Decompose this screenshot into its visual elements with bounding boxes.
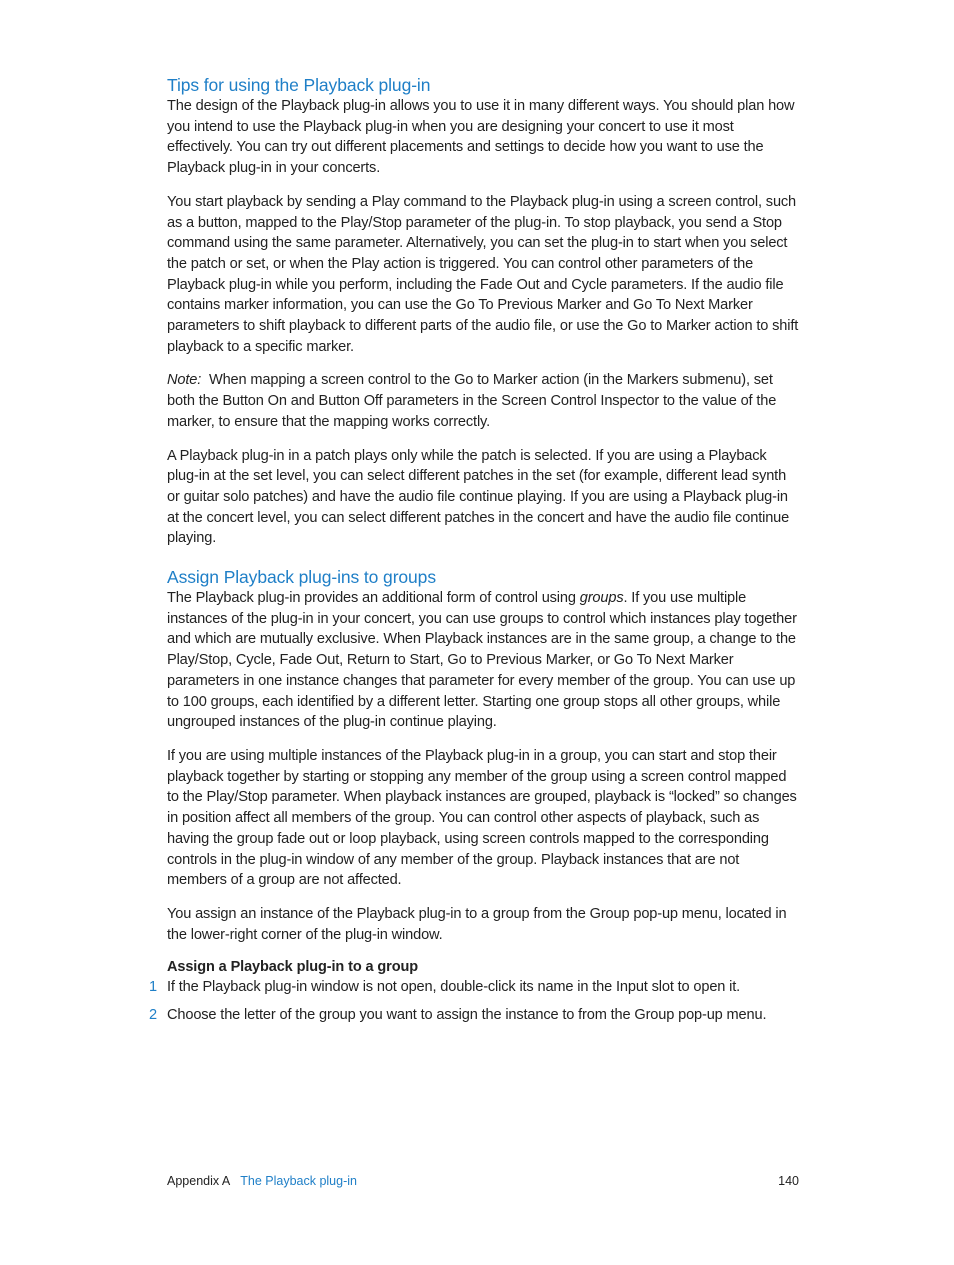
note-paragraph (167, 370, 799, 432)
paragraph: The design of the Playback plug-in allows you to use it in many different ways. You should plan how you intend to use the Playback plug-in when you are designing your concert to use it most effectively. You can try out different placements and settings to decide how you want to use the Playback plug-in in your concerts. (167, 98, 795, 177)
page-footer (167, 1173, 799, 1189)
step-text: Choose the letter of the group you want to assign the instance to from the Group pop-up menu. (167, 1007, 767, 1024)
step-number: 2 (149, 1007, 157, 1024)
footer-appendix: Appendix A (167, 1174, 231, 1188)
note-label: Note: (167, 372, 202, 389)
section-heading-tips: Tips for using the Playback plug-in (167, 75, 431, 95)
step-1 (149, 977, 799, 998)
paragraph: You assign an instance of the Playback plug-in to a group from the Group pop-up menu, located in the lower-right corner of the plug-in window. (167, 905, 787, 943)
step-text: If the Playback plug-in window is not open, double-click its name in the Input slot to open it. (167, 979, 741, 996)
note-text: When mapping a screen control to the Go to Marker action (in the Markers submenu), set both the Button On and Button Off parameters in the Screen Control Inspector to the value of the marker, to ensure that the mapping works correctly. (167, 372, 777, 430)
paragraph: If you are using multiple instances of the Playback plug-in in a group, you can start and stop their playback together by starting or stopping any member of the group using a screen control mapped to the Play/Stop parameter. When playback instances are grouped, playback is “locked” so changes in position affect all members of the group. You can control other aspects of playback, such as having the group fade out or loop playback, using screen controls mapped to the corresponding controls in the plug-in window of any member of the group. Playback instances that are not members of a group are not affected. (167, 747, 797, 889)
emphasis-groups: groups (579, 590, 624, 607)
page-number: 140 (778, 1174, 799, 1188)
paragraph: A Playback plug-in in a patch plays only while the patch is selected. If you are using a Playback plug-in at the set level, you can select different patches in the set (for example, different lead synth or guitar solo patches) and have the audio file continue playing. If you are using a Playback plug-in at the concert level, you can select different patches in the concert and have the audio file continue playing. (167, 447, 790, 547)
section-heading-groups: Assign Playback plug-ins to groups (167, 567, 436, 588)
footer-chapter-link[interactable]: The Playback plug-in (240, 1174, 357, 1188)
task-title: Assign a Playback plug-in to a group (167, 959, 418, 976)
step-2 (149, 1005, 799, 1026)
paragraph: The Playback plug-in provides an additional form of control using groups. If you use multiple instances of the plug-in in your concert, you can use groups to control which instances play together and which are mutually exclusive. When Playback instances are in the same group, a change to the Play/Stop, Cycle, Fade Out, Return to Start, Go to Previous Marker, or Go To Next Marker parameters in one instance changes that parameter for every member of the group. You can use up to 100 groups, each identified by a different letter. Starting one group stops all other groups, while ungrouped instances of the plug-in continue playing. (167, 590, 797, 731)
page-body (149, 0, 799, 1026)
step-number: 1 (149, 979, 157, 996)
paragraph: You start playback by sending a Play command to the Playback plug-in using a screen control, such as a button, mapped to the Play/Stop parameter of the plug-in. To stop playback, you send a Stop command using the same parameter. Alternatively, you can set the plug-in to start when you select the patch or set, or when the Play action is triggered. You can control other parameters of the Playback plug-in while you perform, including the Fade Out and Cycle parameters. If the audio file contains marker information, you can use the Go To Previous Marker and Go To Next Marker parameters to shift playback to different parts of the audio file, or use the Go to Marker action to shift playback to a specific marker. (167, 193, 799, 355)
